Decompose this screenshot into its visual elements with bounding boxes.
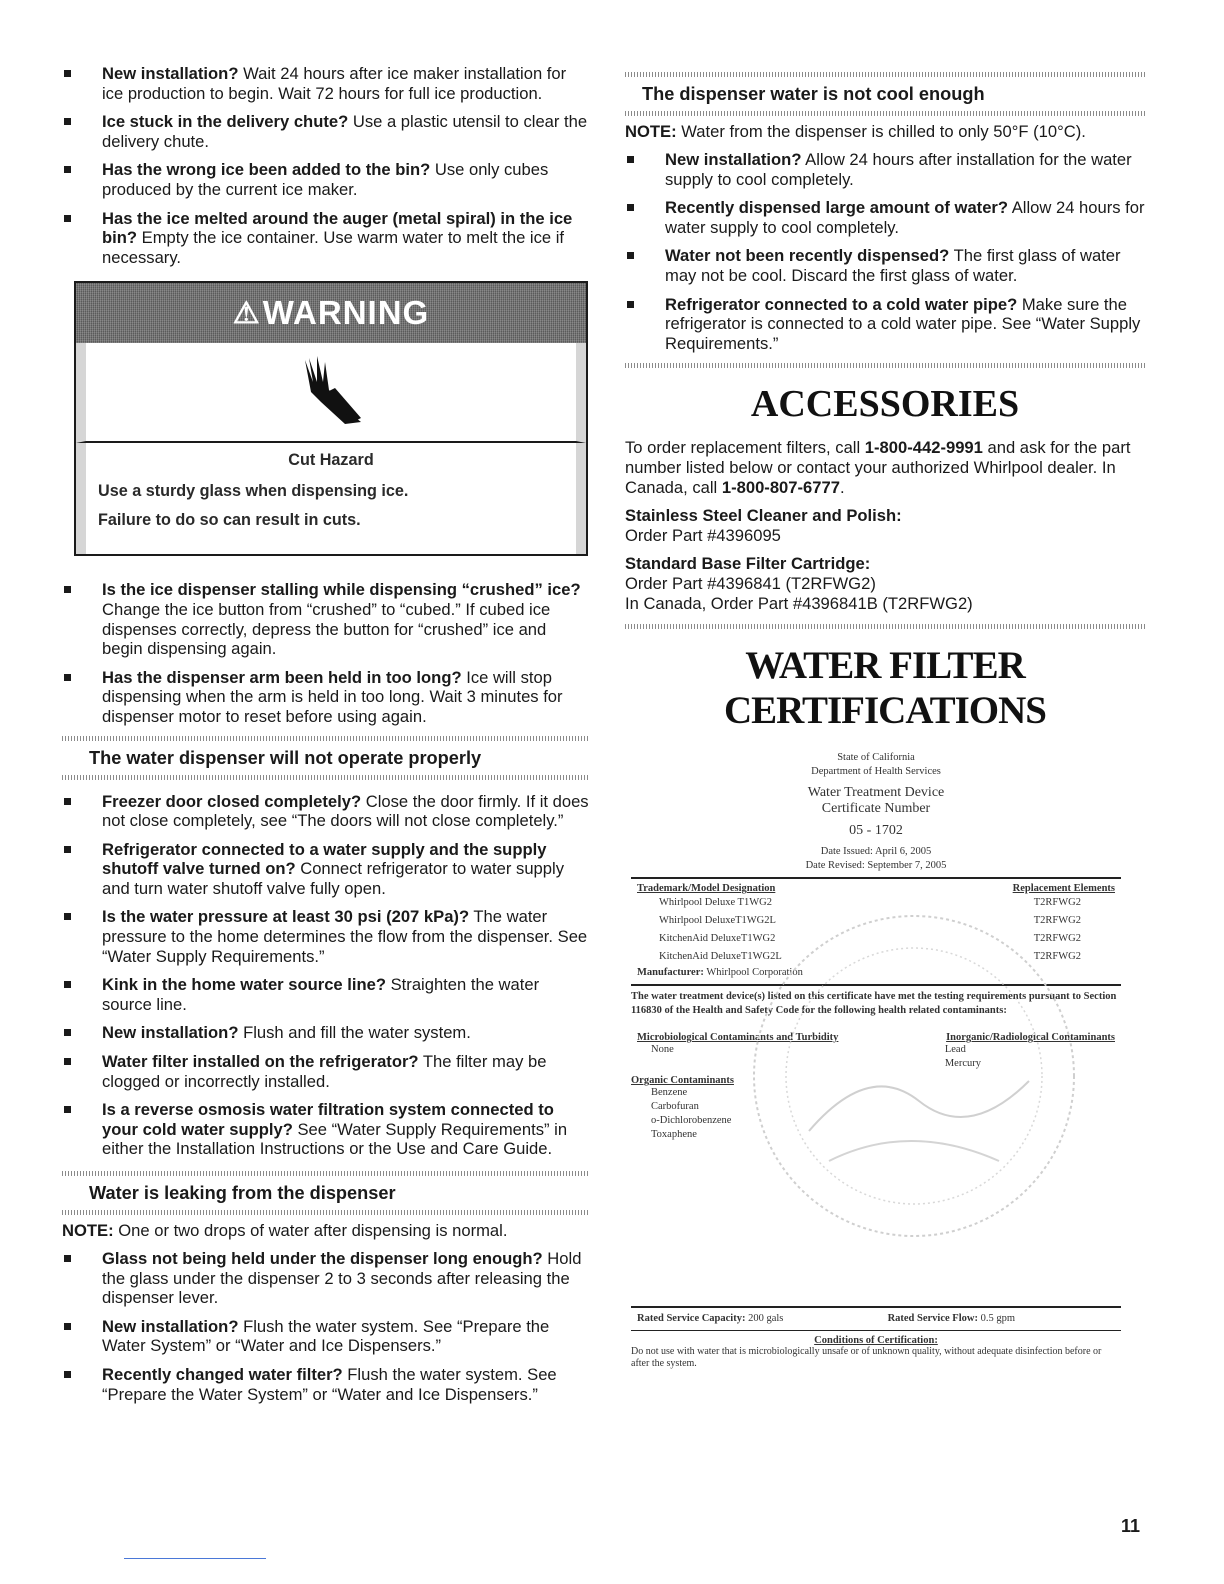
- manufacturer-name: Whirlpool Corporation: [706, 967, 803, 979]
- accessories-title: ACCESSORIES: [750, 383, 1020, 426]
- warning-header: [76, 283, 586, 343]
- cert-issued: Date Issued: April 6, 2005: [820, 846, 932, 858]
- leak-heading: Water is leaking from the dispenser: [89, 1183, 396, 1203]
- acc-intro-text: .: [839, 478, 845, 498]
- bullet-question: Recently changed water filter?: [102, 1364, 343, 1384]
- bullet-question: Has the dispenser arm been held in too long?: [102, 667, 462, 687]
- bullet-question: Ice stuck in the delivery chute?: [102, 112, 349, 132]
- bullet-answer: Ice will stop dispensing when the arm is held in too long. Wait 3 minutes for dispenser motor to reset before using again.: [102, 667, 563, 726]
- bullet-answer: See “Water Supply Requirements” in either the Installation Instructions or the Use and Care Guide.: [102, 1119, 568, 1159]
- bullet-item: [62, 1023, 590, 1043]
- contaminant-item: Lead: [944, 1044, 966, 1056]
- model-name: KitchenAid DeluxeT1WG2L: [659, 951, 782, 963]
- trademark-label: Trademark/Model Designation: [637, 883, 776, 895]
- bullet-answer: Use only cubes produced by the current ice maker.: [102, 160, 549, 199]
- hand-cut-icon: [291, 352, 371, 432]
- divider: [625, 111, 1145, 116]
- leak-note: [62, 1221, 590, 1241]
- bullet-item: [62, 975, 590, 1014]
- organic-label: Organic Contaminants: [631, 1075, 734, 1087]
- accessory-part: Order Part #4396095: [625, 526, 781, 546]
- bullet-question: Kink in the home water source line?: [102, 975, 386, 995]
- bullet-item: [62, 112, 590, 151]
- replacement-element: T2RFWG2: [1033, 933, 1081, 945]
- bullet-item: [625, 295, 1145, 354]
- note-label: NOTE:: [62, 1221, 114, 1240]
- bullet-item: [625, 150, 1145, 189]
- cool-note: [625, 122, 1145, 142]
- bullet-item: [62, 1052, 590, 1091]
- flow-value: 0.5 gpm: [980, 1313, 1015, 1325]
- bullet-question: Has the ice melted around the auger (metal spiral) in the ice bin?: [102, 208, 573, 248]
- bullet-item: [62, 1317, 590, 1356]
- leak-list: [62, 1249, 590, 1404]
- cert-dept: Department of Health Services: [811, 766, 941, 778]
- bullet-question: Is a reverse osmosis water filtration system connected to your cold water supply?: [102, 1100, 554, 1139]
- bullet-item: [62, 1100, 590, 1159]
- divider: [625, 363, 1145, 368]
- bullet-answer: Wait 24 hours after ice maker installation for ice production to begin. Wait 72 hours for full ice production.: [102, 64, 567, 103]
- bullet-answer: Flush the water system. See “Prepare the Water System” or “Water and Ice Dispensers.”: [102, 1364, 557, 1404]
- accessories-intro: [625, 438, 1145, 498]
- bullet-answer: Allow 24 hours for water supply to cool completely.: [665, 198, 1145, 237]
- contaminant-item: Toxaphene: [651, 1129, 697, 1141]
- cert-model-header: [631, 883, 1121, 894]
- capacity-label: Rated Service Capacity:: [637, 1313, 746, 1325]
- bullet-item: [62, 792, 590, 831]
- divider: [62, 736, 590, 741]
- bullet-item: [625, 198, 1145, 237]
- bullet-question: Recently dispensed large amount of water?: [665, 198, 1009, 218]
- conditions-text: Do not use with water that is microbiologically unsafe or of unknown quality, without adequate disinfection before or after the system.: [631, 1346, 1102, 1370]
- bullet-answer: Flush the water system. See “Prepare the Water System” or “Water and Ice Dispensers.”: [102, 1316, 550, 1356]
- certifications-title: WATER FILTER CERTIFICATIONS: [724, 644, 1046, 733]
- cert-rule: [631, 1306, 1121, 1308]
- capacity: [637, 1312, 783, 1326]
- bullet-item: [62, 1249, 590, 1308]
- footer-rule: [124, 1558, 266, 1559]
- bullet-item: [625, 246, 1145, 285]
- bullet-answer: Straighten the water source line.: [102, 975, 540, 1014]
- replacement-label: Replacement Elements: [1012, 883, 1115, 895]
- accessory-part: Order Part #4396841 (T2RFWG2): [625, 574, 876, 594]
- bullet-item: [62, 840, 590, 899]
- divider: [625, 624, 1145, 629]
- acc-intro-text: To order replacement filters, call: [625, 438, 865, 458]
- capacity-value: 200 gals: [748, 1313, 784, 1325]
- note-text: One or two drops of water after dispensing is normal.: [113, 1221, 508, 1240]
- bullet-question: New installation?: [665, 150, 802, 169]
- contaminant-item: Benzene: [651, 1087, 688, 1099]
- bullet-question: Water not been recently dispensed?: [665, 246, 950, 266]
- divider: [62, 1171, 590, 1176]
- bullet-question: Is the ice dispenser stalling while dispensing “crushed” ice?: [102, 580, 581, 600]
- warning-title: Cut Hazard: [288, 451, 374, 470]
- bullet-question: Is the water pressure at least 30 psi (207 kPa)?: [102, 907, 470, 927]
- bullet-item: [62, 209, 590, 268]
- cert-revised: Date Revised: September 7, 2005: [805, 860, 947, 872]
- bullet-item: [62, 160, 590, 199]
- bullet-question: New installation?: [102, 1316, 239, 1336]
- warning-line-1: Use a sturdy glass when dispensing ice.: [98, 482, 409, 501]
- bullet-item: [62, 580, 590, 658]
- replacement-element: T2RFWG2: [1033, 915, 1081, 927]
- divider: [62, 1210, 590, 1215]
- bullet-item: [62, 64, 590, 103]
- bullet-item: [62, 1365, 590, 1404]
- cut-hazard-picture: [76, 343, 586, 443]
- conditions-label: Conditions of Certification:: [814, 1335, 938, 1347]
- micro-list: [651, 1043, 674, 1071]
- warning-heading: WARNING: [262, 294, 430, 332]
- warning-triangle-icon: ⚠: [232, 296, 261, 330]
- contaminant-item: Carbofuran: [651, 1101, 699, 1113]
- cert-number: 05 - 1702: [849, 823, 903, 839]
- cert-ratings: [631, 1312, 1121, 1326]
- accessory-part: In Canada, Order Part #4396841B (T2RFWG2): [625, 594, 973, 614]
- contaminant-item: Mercury: [944, 1058, 981, 1070]
- model-name: Whirlpool Deluxe T1WG2: [659, 897, 772, 909]
- cert-state: State of California: [837, 752, 915, 764]
- acc-phone-us: 1-800-442-9991: [864, 438, 983, 458]
- accessory-label: Stainless Steel Cleaner and Polish:: [625, 506, 902, 526]
- model-name: Whirlpool DeluxeT1WG2L: [659, 915, 776, 927]
- bullet-question: New installation?: [102, 1023, 239, 1043]
- ice-troubleshooting-list: [62, 64, 590, 267]
- warning-line-2: Failure to do so can result in cuts.: [98, 511, 361, 530]
- inorganic-label: Inorganic/Radiological Contaminants: [946, 1032, 1115, 1044]
- acc-phone-canada: 1-800-807-6777: [721, 478, 840, 498]
- bullet-item: [62, 668, 590, 727]
- acc-intro-text: and ask for the part number listed below or contact your authorized Whirlpool dealer. In Canada, call: [625, 438, 1131, 498]
- bullet-answer: Empty the ice container. Use warm water to melt the ice if necessary.: [102, 228, 565, 267]
- bullet-question: Glass not being held under the dispenser long enough?: [102, 1249, 543, 1268]
- bullet-answer: Close the door firmly. If it does not close completely, see “The doors will not close completely.”: [102, 791, 589, 831]
- cert-rule: [631, 877, 1121, 879]
- accessories-list: [625, 506, 1145, 614]
- cert-statement: The water treatment device(s) listed on this certificate have met the testing requirements pursuant to Section 116830 of the Health and Safety Code for the following health related contaminants:: [631, 991, 1117, 1017]
- flow: [888, 1312, 1015, 1326]
- warning-body: [76, 443, 586, 554]
- bullet-answer: Flush and fill the water system.: [238, 1023, 471, 1043]
- replacement-element: T2RFWG2: [1033, 897, 1081, 909]
- accessory-label: Standard Base Filter Cartridge:: [625, 554, 871, 574]
- bullet-question: New installation?: [102, 64, 239, 83]
- page-number: 11: [1121, 1516, 1141, 1536]
- bullet-answer: Hold the glass under the dispenser 2 to 3 seconds after releasing the dispenser lever.: [102, 1249, 582, 1308]
- cool-water-heading: The dispenser water is not cool enough: [642, 84, 985, 104]
- bullet-answer: Change the ice button from “crushed” to “cubed.” If cubed ice dispenses correctly, depress the button for “crushed” ice and begin dispensing again.: [102, 599, 551, 659]
- note-label: NOTE:: [625, 122, 677, 141]
- divider: [62, 775, 590, 780]
- certificate: [631, 751, 1121, 1370]
- bullet-question: Refrigerator connected to a cold water pipe?: [665, 294, 1018, 314]
- bullet-answer: The water pressure to the home determines the flow from the dispenser. See “Water Supply Requirements.”: [102, 907, 588, 966]
- contaminant-item: o-Dichlorobenzene: [651, 1115, 732, 1127]
- model-name: KitchenAid DeluxeT1WG2: [659, 933, 776, 945]
- bullet-answer: The filter may be clogged or incorrectly installed.: [102, 1052, 547, 1091]
- bullet-question: Refrigerator connected to a water supply and the supply shutoff valve turned on?: [102, 839, 547, 879]
- california-seal-icon: [749, 911, 1079, 1241]
- bullet-question: Water filter installed on the refrigerator?: [102, 1052, 419, 1072]
- manufacturer-label: Manufacturer:: [637, 967, 704, 979]
- contaminant-item: None: [651, 1044, 674, 1056]
- left-column: [62, 64, 590, 1413]
- bullet-question: Freezer door closed completely?: [102, 791, 362, 811]
- bullet-question: Has the wrong ice been added to the bin?: [102, 160, 431, 180]
- cert-device: Water Treatment Device: [807, 785, 945, 801]
- bullet-answer: Make sure the refrigerator is connected to a cold water pipe. See “Water Supply Requirements.”: [665, 294, 1141, 353]
- dispenser-troubleshooting-list: [62, 580, 590, 726]
- cert-model-row: [631, 894, 1121, 912]
- water-dispenser-heading: The water dispenser will not operate properly: [89, 747, 482, 768]
- cert-rule: [631, 1330, 1121, 1331]
- bullet-answer: Use a plastic utensil to clear the delivery chute.: [102, 112, 588, 151]
- right-column: [625, 64, 1145, 1370]
- cool-water-list: [625, 150, 1145, 353]
- note-text: Water from the dispenser is chilled to only 50°F (10°C).: [676, 122, 1086, 141]
- bullet-answer: The first glass of water may not be cool. Discard the first glass of water.: [665, 246, 1121, 285]
- water-dispenser-list: [62, 792, 590, 1160]
- warning-box: [74, 281, 588, 556]
- divider: [625, 72, 1145, 77]
- replacement-element: T2RFWG2: [1033, 951, 1081, 963]
- flow-label: Rated Service Flow:: [887, 1313, 978, 1325]
- micro-label: Microbiological Contaminants and Turbidity: [637, 1032, 839, 1044]
- bullet-answer: Allow 24 hours after installation for the water supply to cool completely.: [665, 150, 1132, 189]
- cert-number-label: Certificate Number: [821, 801, 931, 817]
- bullet-answer: Connect refrigerator to water supply and turn water shutoff valve fully open.: [102, 859, 565, 898]
- bullet-item: [62, 907, 590, 966]
